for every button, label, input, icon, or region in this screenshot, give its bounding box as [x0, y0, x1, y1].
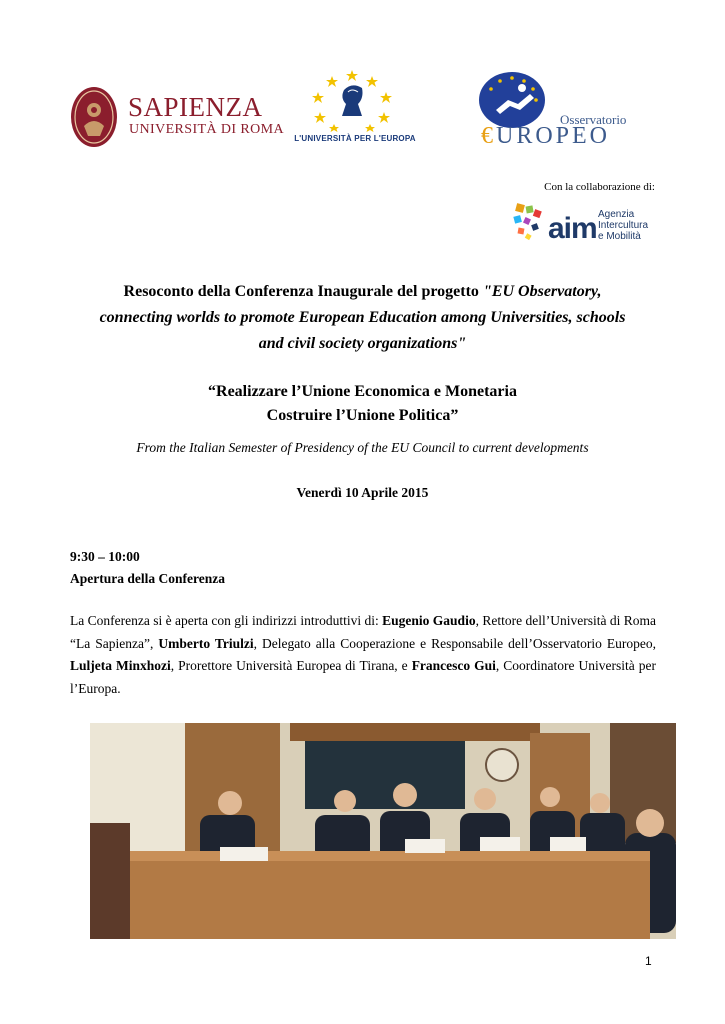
subtitle-line-1: “Realizzare l’Unione Economica e Monetaria: [208, 383, 517, 400]
para-intro: La Conferenza si è aperta con gli indirizzi introduttivi di:: [70, 613, 383, 628]
speaker-name-3: Luljeta Minxhozi: [70, 658, 171, 673]
session-time: 9:30 – 10:00: [70, 549, 140, 564]
tagline: From the Italian Semester of Presidency of the EU Council to current developments: [136, 440, 589, 455]
subtitle-line-2: Costruire l’Unione Politica”: [266, 407, 459, 424]
aim-line-1: Agenzia: [598, 209, 635, 220]
europeo-text: UROPEO: [496, 123, 611, 149]
speaker-name-2: Umberto Triulzi: [158, 635, 254, 651]
speaker-name-4: Francesco Gui: [411, 658, 496, 673]
conference-date: Venerdì 10 Aprile 2015: [296, 485, 429, 500]
sapienza-wordmark: SAPIENZA: [128, 92, 263, 122]
speaker-role-2: , Delegato alla Cooperazione e Responsabile dell’Osservatorio Europeo,: [253, 635, 656, 651]
sapienza-subtitle: UNIVERSITÀ DI ROMA: [129, 122, 284, 137]
euro-sign: €: [481, 123, 496, 149]
page-number: 1: [645, 954, 652, 968]
osservatorio-europeo-wordmark: [481, 123, 610, 150]
aim-logo-icon: [512, 202, 548, 244]
title-italic-1: "EU Observatory,: [482, 283, 602, 300]
title-italic-3: and civil society organizations": [258, 335, 467, 352]
univ-europa-caption: L'UNIVERSITÀ PER L'EUROPA: [294, 134, 416, 143]
speaker-role-4: , Coordinatore Università per l’Europa.: [70, 658, 656, 696]
osservatorio-label: Osservatorio: [560, 112, 627, 127]
title-prefix: Resoconto della Conferenza Inaugurale del progetto: [123, 283, 483, 300]
conference-subtitle: [70, 380, 655, 428]
osservatorio-europeo-logo-icon: [478, 70, 550, 128]
speaker-role-3: , Prorettore Università Europea di Tirana, e: [170, 658, 412, 673]
aim-line-3: e Mobilità: [598, 231, 641, 242]
univ-europa-logo-icon: [306, 68, 398, 132]
session-title: Apertura della Conferenza: [70, 571, 225, 586]
title-italic-2: connecting worlds to promote European Education among Universities, schools: [99, 309, 626, 326]
conference-photo: [90, 723, 676, 939]
report-title: [70, 279, 655, 357]
speaker-role-1: , Rettore dell’Università di Roma “La Sapienza”,: [70, 613, 657, 651]
sapienza-seal-icon: [70, 86, 118, 148]
aim-line-2: Intercultura: [598, 220, 649, 231]
session-paragraph: [70, 610, 656, 700]
speaker-name-1: Eugenio Gaudio: [382, 613, 476, 628]
collaboration-label: Con la collaborazione di:: [544, 181, 655, 193]
aim-side-text: [598, 209, 648, 242]
aim-wordmark: aim: [548, 212, 597, 245]
